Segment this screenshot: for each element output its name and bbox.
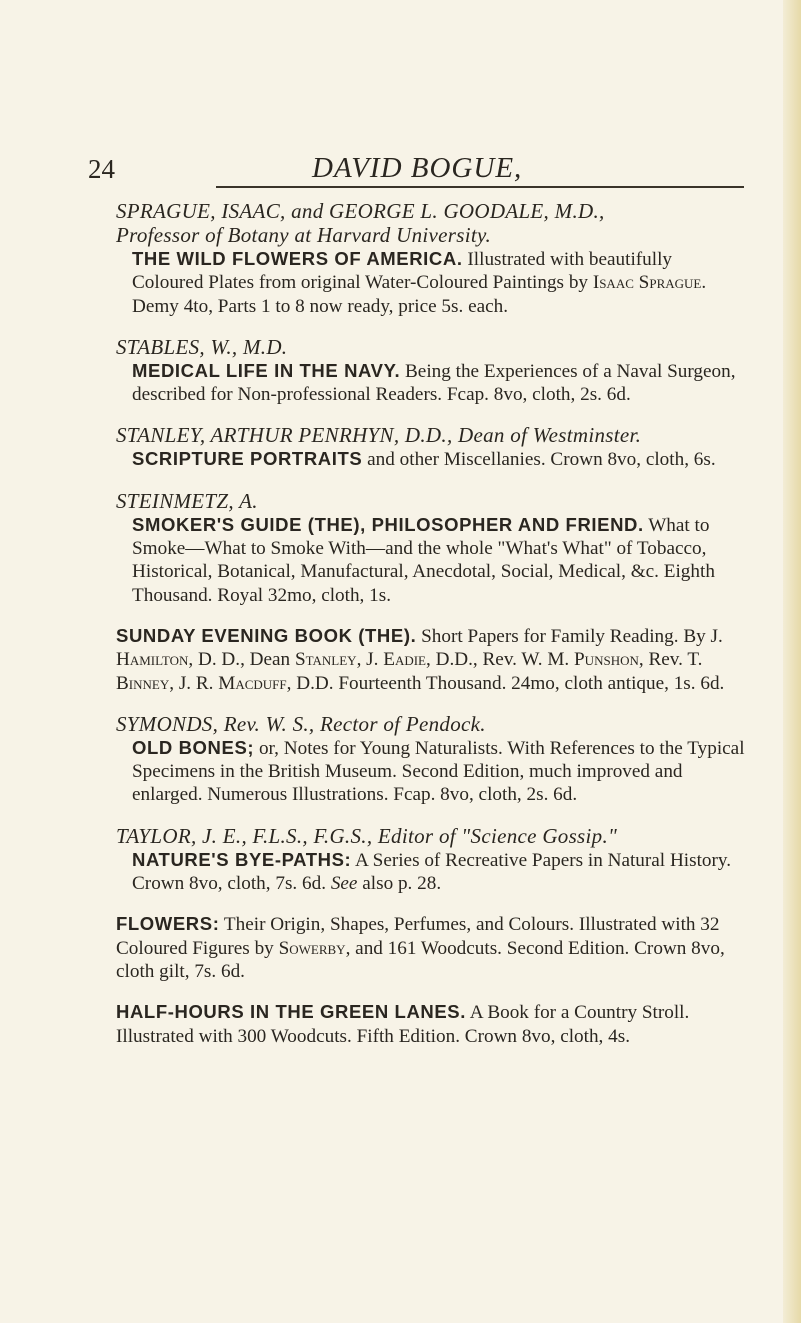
entry-author: STANLEY, ARTHUR PENRHYN, D.D., Dean of Westminster. [116,423,642,448]
entry-description [116,513,746,607]
entry-stables [116,335,746,407]
entry-text: Illustrated with beautifully Coloured Plates from original Water-Coloured Paintings by [132,249,673,294]
page-number: 24 [88,154,115,184]
book-title: SUNDAY EVENING BOOK (THE). [116,624,417,646]
person-name: Binney [116,672,170,694]
entry-description [116,247,746,318]
entry-description [116,1000,746,1048]
person-name: Sowerby [278,937,346,959]
person-name: Stanley [294,649,357,671]
entry-steinmetz [116,489,746,607]
book-title: HALF-HOURS IN THE GREEN LANES. [116,1001,466,1023]
person-name: Punshon [574,649,639,671]
person-name: Hamilton [116,649,189,671]
entry-text: A Book for a Country Stroll. Illustrated with 300 Woodcuts. Fifth Edition. Crown 8vo, cloth, 4s. [116,1002,690,1047]
entry-author: SPRAGUE, ISAAC, and GEORGE L. GOODALE, M.D., [116,199,605,223]
entry-author: SYMONDS, Rev. W. S., Rector of Pendock. [116,711,486,736]
entry-text: also p. 28. [357,873,442,895]
entry-description [116,848,746,896]
person-name: Isaac Sprague [592,272,702,294]
entry-text: A Series of Recreative Papers in Natural History. Crown 8vo, cloth, 7s. 6d. [132,849,732,895]
entry-description [116,447,746,471]
book-title: OLD BONES; [132,736,255,758]
page-header [88,150,728,190]
entry-text: Short Papers for Family Reading. By J. [416,625,723,647]
entry-taylor [116,824,746,896]
entry-text: , J. [356,649,384,671]
entry-text: Being the Experiences of a Naval Surgeon, described for Non-professional Readers. Fcap. 8vo, cloth, 2s. 6d. [132,360,736,406]
entry-sprague [116,199,746,318]
entry-description [116,624,746,695]
book-title: FLOWERS: [116,913,220,935]
entry-author: TAYLOR, J. E., F.L.S., F.G.S., Editor of "Science Gossip." [116,823,618,848]
entry-text: , D.D. Fourteenth Thousand. 24mo, cloth antique, 1s. 6d. [286,672,725,694]
entry-sunday-evening-book [116,624,746,695]
entry-text: , D.D., Rev. W. M. [426,649,575,671]
entry-description [116,736,746,807]
entry-text: , J. R. [169,672,219,694]
person-name: Eadie [383,649,427,671]
entry-text: and other Miscellanies. Crown 8vo, cloth, 6s. [362,449,716,471]
entry-text: , and 161 Woodcuts. Second Edition. Crown 8vo, cloth gilt, 7s. 6d. [116,937,725,982]
running-head: DAVID BOGUE, [312,152,523,184]
entries-list [116,199,746,1065]
book-title: THE WILD FLOWERS OF AMERICA. [132,248,463,269]
entry-text: What to Smoke—What to Smoke With—and the whole "What's What" of Tobacco, Historical, Botanical, Manufactural, Anecdotal, Social, Medical, &c. Eighth Thousand. Royal 32mo, cloth, 1s. [132,514,715,606]
entry-flowers [116,912,746,983]
entry-text: , Rev. T. [638,649,703,671]
entry-author: STABLES, W., M.D. [116,334,288,359]
entry-text: or, Notes for Young Naturalists. With References to the Typical Specimens in the British Museum. Second Edition, much improved and enlarged. Numerous Illustrations. Fcap. 8vo, cloth, 2s. 6d. [132,737,745,806]
entry-half-hours [116,1000,746,1048]
entry-text: , D. D., Dean [188,649,295,671]
entry-author-note: Professor of Botany at Harvard University. [116,223,492,247]
book-title: MEDICAL LIFE IN THE NAVY. [132,359,401,381]
entry-text: . Demy 4to, Parts 1 to 8 now ready, price 5s. each. [132,272,707,317]
entry-description [116,359,746,407]
entry-stanley [116,423,746,471]
see-reference: See [330,873,358,895]
entry-description [116,912,746,983]
book-title: SCRIPTURE PORTRAITS [132,448,363,470]
book-title: SMOKER'S GUIDE (THE), PHILOSOPHER AND FRIEND. [132,513,644,535]
person-name: Macduff [218,672,287,694]
book-title: NATURE'S BYE-PATHS: [132,848,352,870]
header-rule [216,186,744,188]
page-edge [783,0,801,1323]
entry-text: Their Origin, Shapes, Perfumes, and Colours. Illustrated with 32 Coloured Figures by [116,914,720,959]
entry-author: STEINMETZ, A. [116,488,258,513]
entry-symonds [116,712,746,807]
